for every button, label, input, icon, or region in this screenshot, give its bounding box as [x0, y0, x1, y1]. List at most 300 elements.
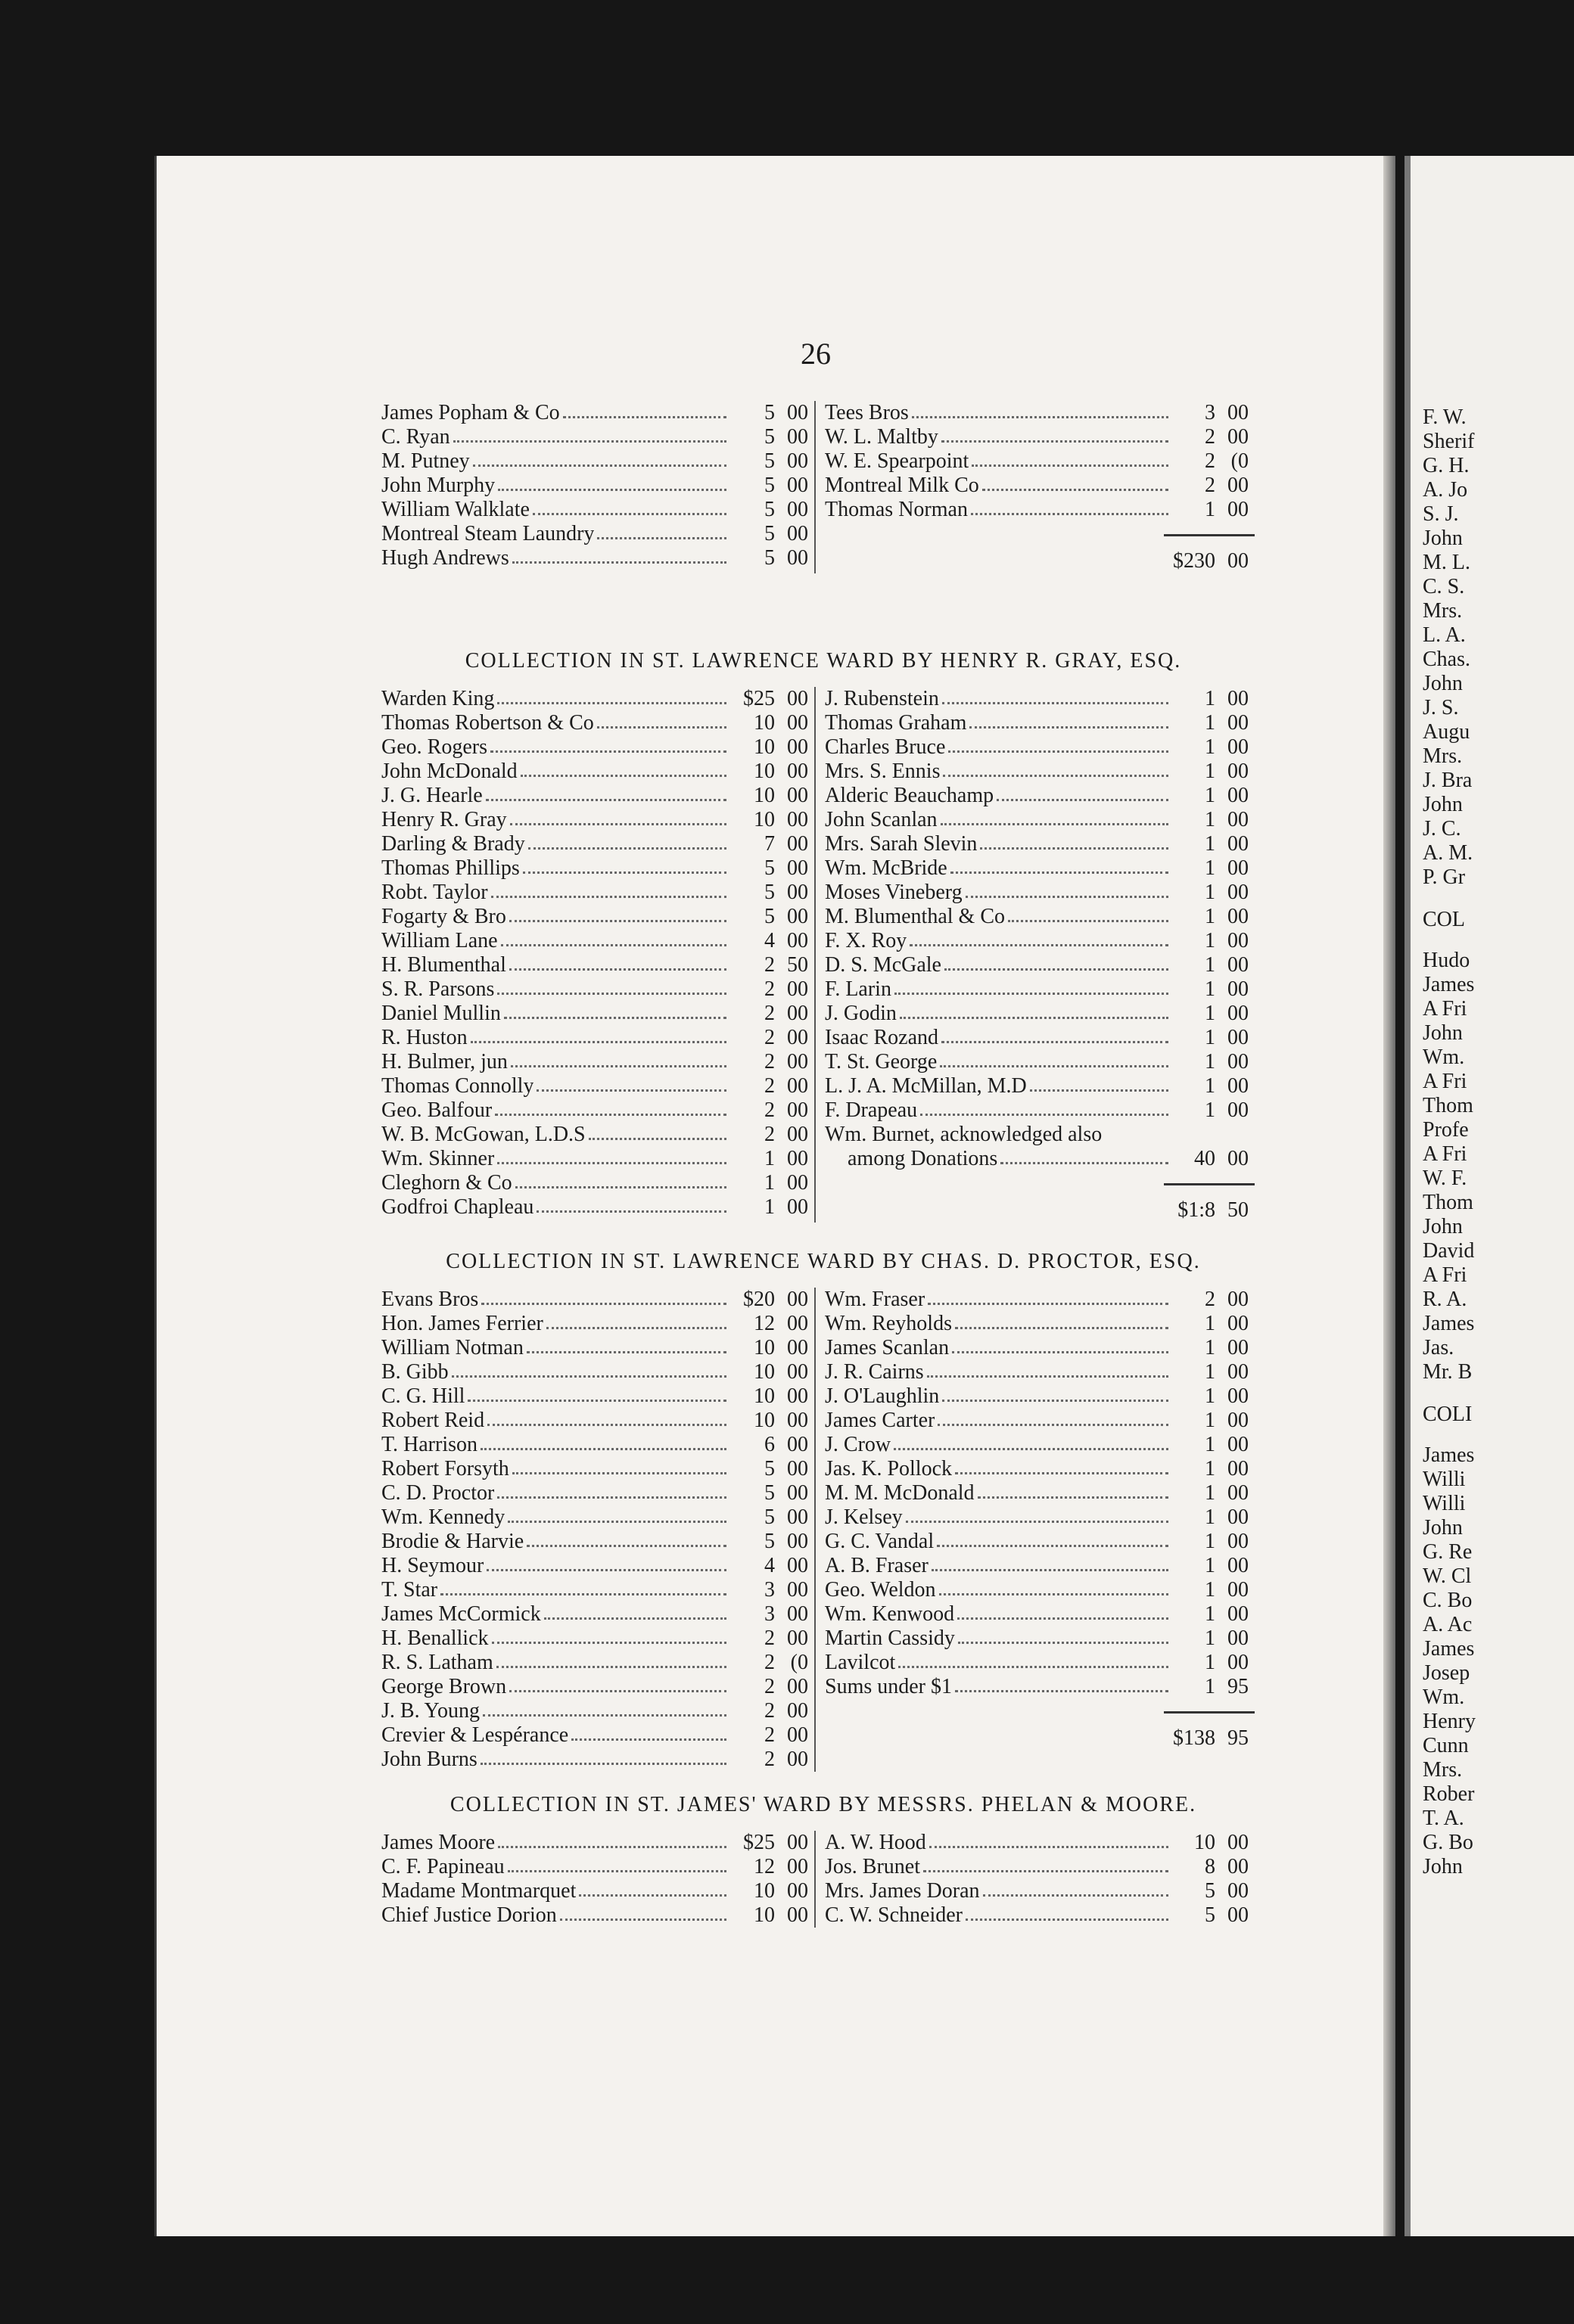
list-item: [381, 1336, 814, 1360]
amount-cents: 00: [787, 1748, 808, 1771]
subscription-table: [381, 401, 1265, 573]
amount-dollars: 2: [764, 1699, 775, 1723]
amount-dollars: 5: [1205, 1879, 1215, 1903]
subscriber-name: Wm. Kennedy: [381, 1505, 505, 1529]
subscriber-name: Charles Bruce: [825, 735, 946, 759]
list-item: [381, 1699, 814, 1723]
dot-leader: [997, 799, 1168, 801]
dot-leader: [528, 847, 726, 850]
amount-cents: 00: [1227, 1530, 1249, 1553]
list-item: [381, 1360, 814, 1384]
subscriber-name: L. J. A. McMillan, M.D: [825, 1074, 1027, 1098]
list-item: [381, 1384, 814, 1409]
amount-dollars: 10: [754, 735, 775, 759]
total-dollars: $138: [1173, 1726, 1215, 1750]
subscriber-name: Wm. Kenwood: [825, 1602, 955, 1626]
left-column: [381, 1288, 816, 1772]
amount-dollars: 2: [764, 1675, 775, 1698]
list-item: [381, 1723, 814, 1748]
adjacent-page-fragment: John: [1423, 1021, 1463, 1045]
subscriber-name: H. Blumenthal: [381, 953, 506, 977]
adjacent-page-fragment: A Fri: [1423, 1070, 1467, 1093]
subscriber-name: C. W. Schneider: [825, 1903, 963, 1927]
amount-cents: 00: [1227, 784, 1249, 807]
amount-cents: 00: [787, 1026, 808, 1049]
adjacent-page-fragment: Profe: [1423, 1118, 1469, 1142]
dot-leader: [955, 1690, 1168, 1692]
amount-dollars: 3: [764, 1578, 775, 1602]
subscriber-name: J. R. Cairns: [825, 1360, 924, 1384]
subscriber-name: B. Gibb: [381, 1360, 449, 1384]
subscriber-name: among Donations: [848, 1147, 998, 1170]
amount-cents: 00: [787, 1050, 808, 1073]
dot-leader: [910, 944, 1168, 946]
amount-cents: 00: [787, 1123, 808, 1146]
adjacent-page-fragment: T. A.: [1423, 1807, 1464, 1830]
subscriber-name: J. Kelsey: [825, 1505, 903, 1529]
amount-dollars: 1: [1205, 1675, 1215, 1698]
amount-cents: 00: [1227, 1288, 1249, 1311]
adjacent-page-fragment: James: [1423, 1312, 1475, 1335]
amount-dollars: 1: [1205, 1098, 1215, 1122]
amount-dollars: 5: [764, 401, 775, 424]
subscriber-name: Henry R. Gray: [381, 808, 507, 831]
subscriber-name: James McCormick: [381, 1602, 541, 1626]
dot-leader: [928, 1303, 1168, 1305]
list-item: [381, 401, 814, 425]
amount-cents: 00: [787, 1530, 808, 1553]
list-item: [825, 760, 1255, 784]
dot-leader: [944, 968, 1168, 971]
subscriber-name: Robert Reid: [381, 1409, 485, 1432]
left-column: [381, 401, 816, 573]
amount-dollars: 10: [754, 711, 775, 735]
subscriber-name: A. W. Hood: [825, 1831, 926, 1854]
list-item: [825, 832, 1255, 856]
dot-leader: [560, 1919, 726, 1921]
subscriber-name: Montreal Milk Co: [825, 474, 979, 497]
amount-dollars: 5: [1205, 1903, 1215, 1927]
adjacent-page-fragment: G. Re: [1423, 1540, 1473, 1564]
amount-dollars: 1: [1205, 687, 1215, 710]
amount-cents: 00: [787, 1855, 808, 1878]
amount-dollars: 5: [764, 546, 775, 570]
subscriber-name: M. M. McDonald: [825, 1481, 975, 1505]
subscriber-name: Tees Bros: [825, 401, 909, 424]
amount-cents: 00: [787, 1505, 808, 1529]
subscriber-name: Crevier & Lespérance: [381, 1723, 569, 1747]
section-total: [825, 1726, 1255, 1751]
adjacent-page-fragment: A. Jo: [1423, 478, 1468, 502]
list-item: [381, 687, 814, 711]
dot-leader: [900, 1017, 1168, 1019]
adjacent-page-fragment: G. Bo: [1423, 1831, 1473, 1854]
amount-cents: 00: [1227, 1831, 1249, 1854]
list-item: [825, 1903, 1255, 1928]
dot-leader: [894, 1448, 1168, 1450]
adjacent-page-fragment: Cunn: [1423, 1734, 1469, 1757]
subscriber-name: John Scanlan: [825, 808, 938, 831]
amount-cents: 00: [787, 1433, 808, 1456]
amount-cents: 00: [787, 808, 808, 831]
list-item: [381, 735, 814, 760]
right-column: [816, 1288, 1255, 1772]
adjacent-page-fragment: A. M.: [1423, 841, 1473, 865]
subscriber-name: M. Putney: [381, 449, 470, 473]
amount-cents: 00: [787, 401, 808, 424]
dot-leader: [509, 968, 726, 971]
amount-dollars: 1: [1205, 1505, 1215, 1529]
dot-leader: [894, 993, 1168, 995]
dot-leader: [1000, 1162, 1168, 1164]
amount-cents: 00: [1227, 1312, 1249, 1335]
total-dollars: $230: [1173, 549, 1215, 573]
amount-cents: 00: [787, 474, 808, 497]
dot-leader: [491, 896, 726, 898]
amount-cents: 00: [1227, 474, 1249, 497]
subscriber-name: Montreal Steam Laundry: [381, 522, 595, 545]
subscriber-name: R. S. Latham: [381, 1651, 493, 1674]
amount-dollars: 2: [764, 1098, 775, 1122]
amount-dollars: 10: [1194, 1831, 1215, 1854]
dot-leader: [510, 823, 726, 825]
list-item: [381, 784, 814, 808]
adjacent-page-fragment: A Fri: [1423, 1263, 1467, 1287]
list-item: [825, 1002, 1255, 1026]
subscriber-name: J. Godin: [825, 1002, 897, 1025]
amount-dollars: 5: [764, 474, 775, 497]
amount-cents: 00: [787, 1699, 808, 1723]
amount-dollars: 1: [1205, 1554, 1215, 1577]
dot-leader: [966, 1919, 1168, 1921]
amount-dollars: 2: [1205, 449, 1215, 473]
amount-cents: 00: [787, 1147, 808, 1170]
amount-dollars: 3: [764, 1602, 775, 1626]
dot-leader: [527, 1351, 726, 1353]
amount-cents: (0: [1230, 449, 1249, 473]
list-item: [381, 1626, 814, 1651]
amount-dollars: $20: [743, 1288, 775, 1311]
list-item: [825, 881, 1255, 905]
amount-cents: 00: [1227, 1433, 1249, 1456]
amount-cents: 00: [1227, 735, 1249, 759]
dot-leader: [939, 1593, 1168, 1595]
dot-leader: [940, 1065, 1168, 1067]
amount-cents: 00: [787, 449, 808, 473]
amount-dollars: $25: [743, 1831, 775, 1854]
list-item: [825, 1074, 1255, 1098]
subscriber-name: C. Ryan: [381, 425, 450, 449]
total-cents: 50: [1227, 1198, 1249, 1222]
subscriber-name: W. L. Maltby: [825, 425, 938, 449]
amount-cents: 00: [1227, 1074, 1249, 1098]
list-item: [825, 784, 1255, 808]
dot-leader: [511, 1065, 726, 1067]
amount-cents: 00: [787, 1288, 808, 1311]
dot-leader: [527, 1545, 726, 1547]
total-rule: [825, 1699, 1255, 1726]
subscriber-name: Brodie & Harvie: [381, 1530, 524, 1553]
subscriber-name: Darling & Brady: [381, 832, 525, 856]
dot-leader: [452, 1375, 726, 1378]
amount-cents: 00: [787, 760, 808, 783]
list-item: [825, 1360, 1255, 1384]
dot-leader: [972, 464, 1168, 467]
subscriber-name: F. Larin: [825, 977, 891, 1001]
dot-leader: [486, 799, 726, 801]
list-item: [381, 1903, 814, 1928]
adjacent-page-fragment: John: [1423, 1215, 1463, 1238]
list-item: [381, 1147, 814, 1171]
adjacent-page-fragment: J. Bra: [1423, 769, 1473, 792]
adjacent-page-fragment: John: [1423, 793, 1463, 816]
subscriber-name: G. C. Vandal: [825, 1530, 935, 1553]
list-item: [381, 449, 814, 474]
amount-cents: (0: [790, 1651, 808, 1674]
subscriber-name: T. Star: [381, 1578, 438, 1602]
amount-dollars: 1: [1205, 1481, 1215, 1505]
total-rule: [825, 522, 1255, 549]
dot-leader: [941, 1041, 1168, 1043]
subscriber-name: Cleghorn & Co: [381, 1171, 512, 1195]
adjacent-page-fragment: W. F.: [1423, 1167, 1467, 1190]
amount-cents: 00: [1227, 1879, 1249, 1903]
subscriber-name: C. D. Proctor: [381, 1481, 495, 1505]
subscriber-name: J. G. Hearle: [381, 784, 483, 807]
list-item: [825, 449, 1255, 474]
adjacent-page-fragment: L. A.: [1423, 623, 1466, 647]
amount-cents: 00: [1227, 1336, 1249, 1359]
dot-leader: [537, 1210, 726, 1213]
amount-dollars: 1: [1205, 1312, 1215, 1335]
right-column: [816, 401, 1255, 573]
amount-dollars: 1: [1205, 1384, 1215, 1408]
subscriber-name: Wm. McBride: [825, 856, 947, 880]
amount-dollars: 10: [754, 1903, 775, 1927]
amount-cents: 00: [1227, 905, 1249, 928]
subscriber-name: William Walklate: [381, 498, 530, 521]
subscriber-name: Evans Bros: [381, 1288, 479, 1311]
adjacent-page-fragment: A. Ac: [1423, 1613, 1473, 1636]
dot-leader: [483, 1714, 726, 1717]
list-item: [381, 953, 814, 977]
subscriber-name: Hugh Andrews: [381, 546, 509, 570]
dot-leader: [597, 726, 726, 729]
list-item: [825, 808, 1255, 832]
list-item: [381, 1675, 814, 1699]
list-item: [381, 425, 814, 449]
subscriber-name: S. R. Parsons: [381, 977, 495, 1001]
adjacent-page-fragment: Hudo: [1423, 949, 1470, 972]
amount-cents: 00: [1227, 977, 1249, 1001]
dot-leader: [912, 416, 1168, 418]
subscriber-name: John McDonald: [381, 760, 518, 783]
amount-dollars: 10: [754, 1409, 775, 1432]
list-item: [381, 1481, 814, 1505]
dot-leader: [509, 920, 726, 922]
amount-dollars: 5: [764, 856, 775, 880]
adjacent-page-fragment: David: [1423, 1239, 1475, 1263]
total-rule: [825, 1171, 1255, 1198]
subscriber-name: C. F. Papineau: [381, 1855, 505, 1878]
list-item: [381, 1123, 814, 1147]
amount-dollars: 1: [1205, 977, 1215, 1001]
amount-cents: 00: [787, 1903, 808, 1927]
dot-leader: [495, 1114, 726, 1116]
amount-cents: 00: [787, 522, 808, 545]
list-item: [381, 546, 814, 570]
right-column: [816, 687, 1255, 1223]
list-item: [825, 711, 1255, 735]
dot-leader: [942, 1400, 1168, 1402]
subscriber-name: Mrs. S. Ennis: [825, 760, 941, 783]
adjacent-page-fragment: C. S.: [1423, 575, 1465, 598]
adjacent-page-fragment: James: [1423, 1443, 1475, 1467]
amount-dollars: 2: [764, 1050, 775, 1073]
subscriber-name: Wm. Reyholds: [825, 1312, 952, 1335]
adjacent-page-fragment: John: [1423, 1516, 1463, 1539]
amount-cents: 00: [787, 1409, 808, 1432]
amount-dollars: 12: [754, 1312, 775, 1335]
subscriber-name: Geo. Rogers: [381, 735, 487, 759]
amount-cents: 00: [1227, 832, 1249, 856]
amount-dollars: 1: [1205, 1578, 1215, 1602]
amount-dollars: 2: [764, 1651, 775, 1674]
amount-cents: 00: [1227, 1409, 1249, 1432]
amount-cents: 00: [1227, 953, 1249, 977]
list-item: [825, 1312, 1255, 1336]
amount-dollars: 1: [1205, 856, 1215, 880]
adjacent-page-fragment: COLI: [1423, 1403, 1473, 1426]
amount-dollars: 1: [1205, 1336, 1215, 1359]
subscriber-name: Sums under $1: [825, 1675, 952, 1698]
list-item: [825, 1384, 1255, 1409]
amount-dollars: 2: [764, 1123, 775, 1146]
list-item: [381, 881, 814, 905]
adjacent-page-fragment: F. W.: [1423, 405, 1467, 429]
list-item: [381, 1195, 814, 1219]
amount-cents: 00: [1227, 1098, 1249, 1122]
adjacent-page-fragment: Mrs.: [1423, 744, 1463, 768]
subscriber-name: Wm. Burnet, acknowledged also: [825, 1123, 1103, 1146]
amount-dollars: 1: [1205, 1433, 1215, 1456]
subscriber-name: W. E. Spearpoint: [825, 449, 969, 473]
list-item: [381, 1433, 814, 1457]
adjacent-page-fragment: John: [1423, 1855, 1463, 1878]
amount-dollars: 8: [1205, 1855, 1215, 1878]
amount-dollars: 3: [1205, 401, 1215, 424]
dot-leader: [512, 561, 726, 564]
adjacent-page-fragment: W. Cl: [1423, 1564, 1472, 1588]
amount-dollars: 2: [764, 1748, 775, 1771]
dot-leader: [497, 1162, 726, 1164]
subscriber-name: Thomas Graham: [825, 711, 967, 735]
dot-leader: [941, 823, 1168, 825]
amount-cents: 00: [787, 1675, 808, 1698]
dot-leader: [927, 1375, 1168, 1378]
right-column: [816, 1831, 1255, 1928]
adjacent-page-fragment: Wm.: [1423, 1686, 1465, 1709]
list-item: [825, 1626, 1255, 1651]
amount-cents: 00: [1227, 881, 1249, 904]
dot-leader: [941, 440, 1168, 443]
amount-cents: 00: [787, 977, 808, 1001]
adjacent-page-fragment: S. J.: [1423, 502, 1459, 526]
list-item: [381, 1505, 814, 1530]
list-item: [825, 856, 1255, 881]
dot-leader: [938, 1424, 1168, 1426]
list-item: [825, 1026, 1255, 1050]
dot-leader: [932, 1569, 1168, 1571]
adjacent-page-fragment: Augu: [1423, 720, 1470, 744]
subscription-table: [381, 1831, 1265, 1928]
amount-dollars: 5: [764, 425, 775, 449]
amount-cents: 00: [1227, 401, 1249, 424]
subscriber-name: J. Crow: [825, 1433, 891, 1456]
section-total: [825, 1198, 1255, 1223]
dot-leader: [490, 750, 726, 753]
list-item: [381, 1879, 814, 1903]
subscriber-name: T. Harrison: [381, 1433, 477, 1456]
dot-leader: [533, 513, 726, 515]
list-item: [381, 474, 814, 498]
subscriber-name: J. B. Young: [381, 1699, 480, 1723]
list-item: [825, 953, 1255, 977]
adjacent-page-fragment: C. Bo: [1423, 1589, 1473, 1612]
adjacent-page-fragment: James: [1423, 1637, 1475, 1661]
amount-cents: 00: [787, 881, 808, 904]
amount-cents: 00: [1227, 498, 1249, 521]
list-item: [381, 1602, 814, 1626]
dot-leader: [571, 1738, 726, 1741]
subscription-table: [381, 1288, 1265, 1772]
adjacent-page-fragment: Jas.: [1423, 1336, 1454, 1359]
amount-dollars: 2: [764, 1723, 775, 1747]
subscriber-name: Moses Vineberg: [825, 881, 963, 904]
amount-dollars: 4: [764, 1554, 775, 1577]
amount-cents: 00: [1227, 1360, 1249, 1384]
amount-dollars: 1: [1205, 832, 1215, 856]
dot-leader: [481, 1763, 726, 1765]
amount-cents: 00: [787, 1578, 808, 1602]
section-heading: COLLECTION IN ST. JAMES' WARD BY MESSRS. PHELAN & MOORE.: [449, 1793, 1197, 1816]
list-item: [381, 977, 814, 1002]
amount-cents: 00: [1227, 1026, 1249, 1049]
total-cents: 00: [1227, 549, 1249, 573]
adjacent-page-fragment: A Fri: [1423, 1142, 1467, 1166]
subscriber-name: Jos. Brunet: [825, 1855, 920, 1878]
amount-dollars: 10: [754, 1879, 775, 1903]
list-item: [825, 1050, 1255, 1074]
dot-leader: [950, 872, 1168, 874]
list-item: [825, 1433, 1255, 1457]
adjacent-page-fragment: James: [1423, 973, 1475, 996]
subscriber-name: F. X. Roy: [825, 929, 907, 952]
subscriber-name: Geo. Balfour: [381, 1098, 493, 1122]
list-item: [825, 1457, 1255, 1481]
list-item: [825, 401, 1255, 425]
dot-leader: [515, 1186, 726, 1188]
amount-dollars: 1: [1205, 784, 1215, 807]
subscriber-name: Alderic Beauchamp: [825, 784, 994, 807]
amount-dollars: 1: [1205, 881, 1215, 904]
adjacent-page-fragment: J. S.: [1423, 696, 1459, 719]
dot-leader: [481, 1303, 726, 1305]
section-total: [825, 549, 1255, 573]
dot-leader: [487, 1569, 726, 1571]
dot-leader: [537, 1089, 726, 1092]
subscriber-name: Thomas Norman: [825, 498, 968, 521]
